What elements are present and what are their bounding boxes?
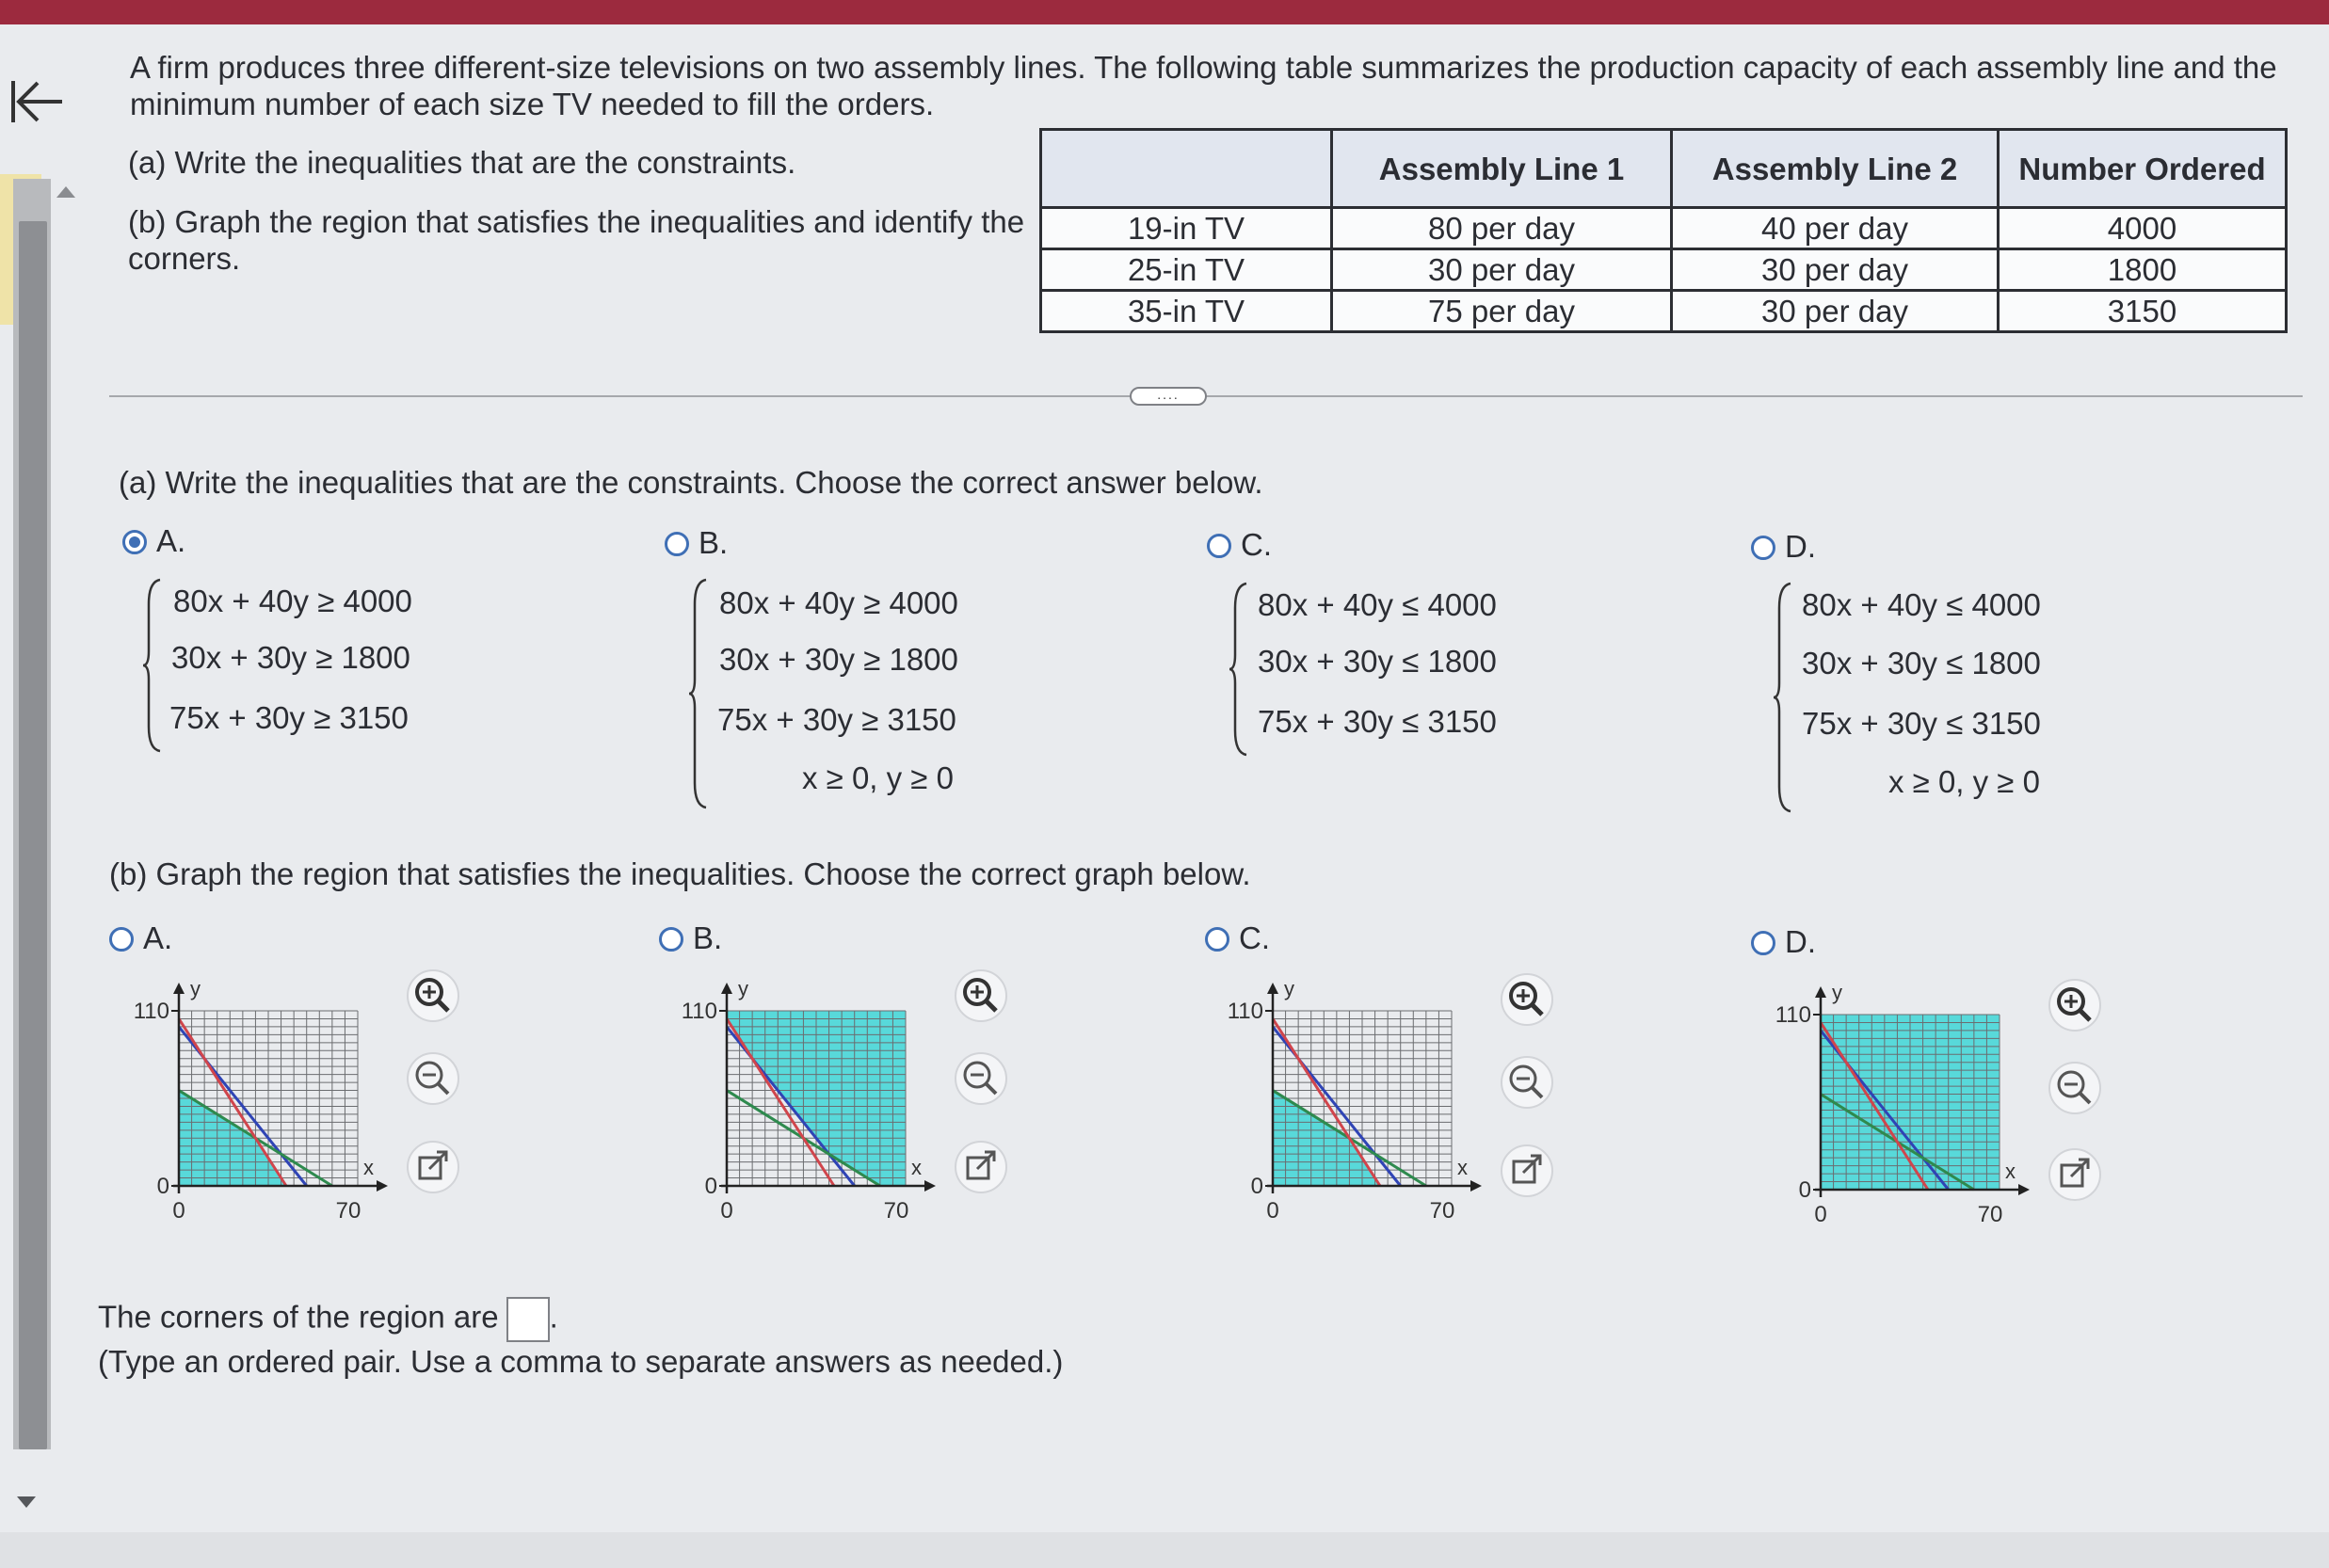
inequality-line: x ≥ 0, y ≥ 0 — [1888, 764, 2040, 799]
zoom-out-icon — [956, 1054, 1005, 1103]
inequality-line: 75x + 30y ≤ 3150 — [1258, 704, 1497, 739]
option-label: B. — [699, 525, 729, 560]
part-a-option-d[interactable] — [1751, 529, 1816, 565]
y-tick-label: 0 — [156, 1174, 169, 1199]
table-cell: 19-in TV — [1041, 208, 1332, 249]
zoom-out-button[interactable] — [1501, 1056, 1553, 1109]
period-text: . — [549, 1299, 558, 1335]
problem-part-b: (b) Graph the region that satisfies the inequalities and identify the corners. — [128, 204, 1025, 276]
part-b-option-a[interactable] — [109, 920, 172, 956]
x-tick-label: 70 — [1429, 1198, 1455, 1224]
table-header-row — [1041, 130, 2287, 208]
option-label: A. — [156, 523, 186, 558]
inequality-line: 30x + 30y ≥ 1800 — [719, 642, 958, 677]
table-cell: 80 per day — [1332, 208, 1672, 249]
problem-part-a: (a) Write the inequalities that are the constraints. — [128, 145, 796, 180]
inequality-line: 30x + 30y ≤ 1800 — [1258, 644, 1497, 679]
x-axis-label: x — [363, 1156, 374, 1179]
y-axis-label: y — [1832, 981, 1842, 1004]
table-cell: 75 per day — [1332, 291, 1672, 332]
inequality-line: 80x + 40y ≥ 4000 — [173, 584, 412, 618]
zoom-in-icon — [409, 971, 458, 1020]
table-cell: 30 per day — [1672, 291, 1999, 332]
zoom-out-icon — [1502, 1058, 1551, 1107]
radio-selected-icon[interactable] — [122, 530, 147, 554]
y-tick-label: 110 — [1775, 1002, 1811, 1028]
part-b-option-c[interactable] — [1205, 920, 1270, 956]
inequality-system-b — [687, 576, 988, 811]
table-cell: 35-in TV — [1041, 291, 1332, 332]
table-cell: 30 per day — [1332, 249, 1672, 291]
left-brace-icon — [1772, 580, 1794, 815]
table-row — [1041, 208, 2287, 249]
zoom-out-button[interactable] — [407, 1052, 459, 1105]
top-banner — [0, 0, 2329, 24]
x-tick-label: 0 — [172, 1198, 185, 1224]
radio-icon[interactable] — [1751, 536, 1775, 560]
y-tick-label: 0 — [704, 1174, 717, 1199]
inequality-system-d — [1772, 580, 2073, 815]
open-window-button[interactable] — [407, 1141, 459, 1193]
table-header-cell: Number Ordered — [1999, 130, 2287, 208]
graph-option-d[interactable] — [1764, 973, 2047, 1237]
open-new-window-icon — [956, 1143, 1005, 1192]
open-new-window-icon — [409, 1143, 458, 1192]
open-new-window-icon — [2050, 1150, 2099, 1199]
radio-icon[interactable] — [665, 532, 689, 556]
inequality-line: x ≥ 0, y ≥ 0 — [802, 760, 954, 795]
y-tick-label: 0 — [1798, 1177, 1811, 1203]
inequality-line: 30x + 30y ≤ 1800 — [1802, 646, 2041, 680]
x-axis-arrow — [924, 1180, 936, 1192]
open-window-button[interactable] — [2048, 1148, 2101, 1201]
bottom-toolbar — [0, 1532, 2329, 1568]
zoom-in-button[interactable] — [1501, 973, 1553, 1026]
graph-option-b[interactable] — [670, 969, 953, 1233]
inequality-line: 30x + 30y ≥ 1800 — [171, 640, 410, 675]
y-tick-label: 110 — [681, 999, 717, 1024]
table-cell: 40 per day — [1672, 208, 1999, 249]
part-a-prompt: (a) Write the inequalities that are the constraints. Choose the correct answer below. — [119, 465, 1263, 500]
y-axis-arrow — [721, 983, 732, 994]
y-tick-label: 110 — [133, 999, 169, 1024]
x-tick-label: 70 — [335, 1198, 361, 1224]
zoom-in-button[interactable] — [2048, 979, 2101, 1032]
scroll-down-icon[interactable] — [17, 1496, 36, 1508]
part-a-option-a[interactable] — [122, 523, 185, 559]
zoom-out-icon — [2050, 1064, 2099, 1112]
option-label: A. — [143, 920, 173, 955]
radio-icon[interactable] — [1207, 534, 1231, 558]
table-cell: 30 per day — [1672, 249, 1999, 291]
radio-icon[interactable] — [659, 927, 683, 952]
table-cell: 1800 — [1999, 249, 2287, 291]
inequality-line: 80x + 40y ≤ 4000 — [1802, 587, 2041, 622]
problem-intro: A firm produces three different-size televisions on two assembly lines. The following table summarizes the production capacity of each assembly line and the minimum number of each size TV needed to fill the orders. — [130, 50, 2277, 121]
inequality-system-a — [141, 576, 442, 755]
table-cell: 4000 — [1999, 208, 2287, 249]
open-window-button[interactable] — [1501, 1144, 1553, 1197]
x-axis-arrow — [1470, 1180, 1482, 1192]
radio-icon[interactable] — [1205, 927, 1229, 952]
x-axis-label: x — [1457, 1156, 1468, 1179]
x-tick-label: 0 — [1814, 1202, 1827, 1227]
inequality-system-c — [1228, 580, 1529, 759]
zoom-in-button[interactable] — [407, 969, 459, 1022]
option-label: C. — [1239, 920, 1270, 955]
zoom-in-icon — [1502, 975, 1551, 1024]
answer-hint: (Type an ordered pair. Use a comma to separate answers as needed.) — [98, 1344, 1064, 1379]
x-axis-label: x — [2005, 1160, 2016, 1183]
table-header-cell: Assembly Line 2 — [1672, 130, 1999, 208]
scroll-up-icon[interactable] — [56, 186, 75, 198]
y-tick-label: 0 — [1250, 1174, 1263, 1199]
zoom-in-button[interactable] — [955, 969, 1007, 1022]
part-a-option-b[interactable] — [665, 525, 728, 561]
x-tick-label: 0 — [1266, 1198, 1279, 1224]
scrollbar-thumb[interactable] — [19, 221, 47, 1449]
inequality-line: 75x + 30y ≥ 3150 — [717, 702, 956, 737]
left-brace-icon — [1228, 580, 1250, 759]
x-axis-label: x — [911, 1156, 922, 1179]
y-axis-label: y — [738, 977, 748, 1000]
x-axis-arrow — [377, 1180, 388, 1192]
corners-answer-input[interactable] — [506, 1297, 550, 1342]
zoom-out-button[interactable] — [955, 1052, 1007, 1105]
table-row — [1041, 291, 2287, 332]
zoom-out-button[interactable] — [2048, 1062, 2101, 1114]
y-axis-label: y — [190, 977, 201, 1000]
y-axis-arrow — [1815, 986, 1826, 998]
part-b-option-d[interactable] — [1751, 924, 1816, 960]
open-new-window-icon — [1502, 1146, 1551, 1195]
zoom-out-icon — [409, 1054, 458, 1103]
inequality-line: 75x + 30y ≤ 3150 — [1802, 706, 2041, 741]
graph-option-c[interactable] — [1216, 969, 1499, 1233]
radio-icon[interactable] — [1751, 931, 1775, 955]
zoom-in-icon — [956, 971, 1005, 1020]
table-header-cell — [1041, 130, 1332, 208]
table-row — [1041, 249, 2287, 291]
zoom-in-icon — [2050, 981, 2099, 1030]
x-tick-label: 0 — [720, 1198, 733, 1224]
part-b-prompt: (b) Graph the region that satisfies the inequalities. Choose the correct graph below. — [109, 856, 1251, 891]
table-cell: 25-in TV — [1041, 249, 1332, 291]
y-axis-arrow — [173, 983, 185, 994]
inequality-line: 80x + 40y ≥ 4000 — [719, 585, 958, 620]
table-header-cell: Assembly Line 1 — [1332, 130, 1672, 208]
left-brace-icon — [141, 576, 164, 755]
y-tick-label: 110 — [1227, 999, 1263, 1024]
table-cell: 3150 — [1999, 291, 2287, 332]
part-b-option-b[interactable] — [659, 920, 722, 956]
corners-prompt — [98, 1297, 558, 1342]
y-axis-arrow — [1267, 983, 1278, 994]
left-brace-icon — [687, 576, 710, 811]
capacity-table — [1039, 128, 2288, 333]
more-options-button[interactable]: .... — [1130, 387, 1207, 406]
x-tick-label: 70 — [1977, 1202, 2003, 1227]
radio-icon[interactable] — [109, 927, 134, 952]
option-label: D. — [1785, 924, 1816, 959]
inequality-line: 75x + 30y ≥ 3150 — [169, 700, 409, 735]
y-axis-label: y — [1284, 977, 1294, 1000]
inequality-line: 80x + 40y ≤ 4000 — [1258, 587, 1497, 622]
x-axis-arrow — [2018, 1184, 2030, 1195]
graph-option-a[interactable] — [122, 969, 405, 1233]
option-label: B. — [693, 920, 723, 955]
option-label: D. — [1785, 529, 1816, 564]
option-label: C. — [1241, 527, 1272, 562]
part-a-option-c[interactable] — [1207, 527, 1272, 563]
back-arrow-icon[interactable] — [6, 73, 66, 130]
x-tick-label: 70 — [883, 1198, 909, 1224]
corners-label: The corners of the region are — [98, 1299, 499, 1335]
open-window-button[interactable] — [955, 1141, 1007, 1193]
